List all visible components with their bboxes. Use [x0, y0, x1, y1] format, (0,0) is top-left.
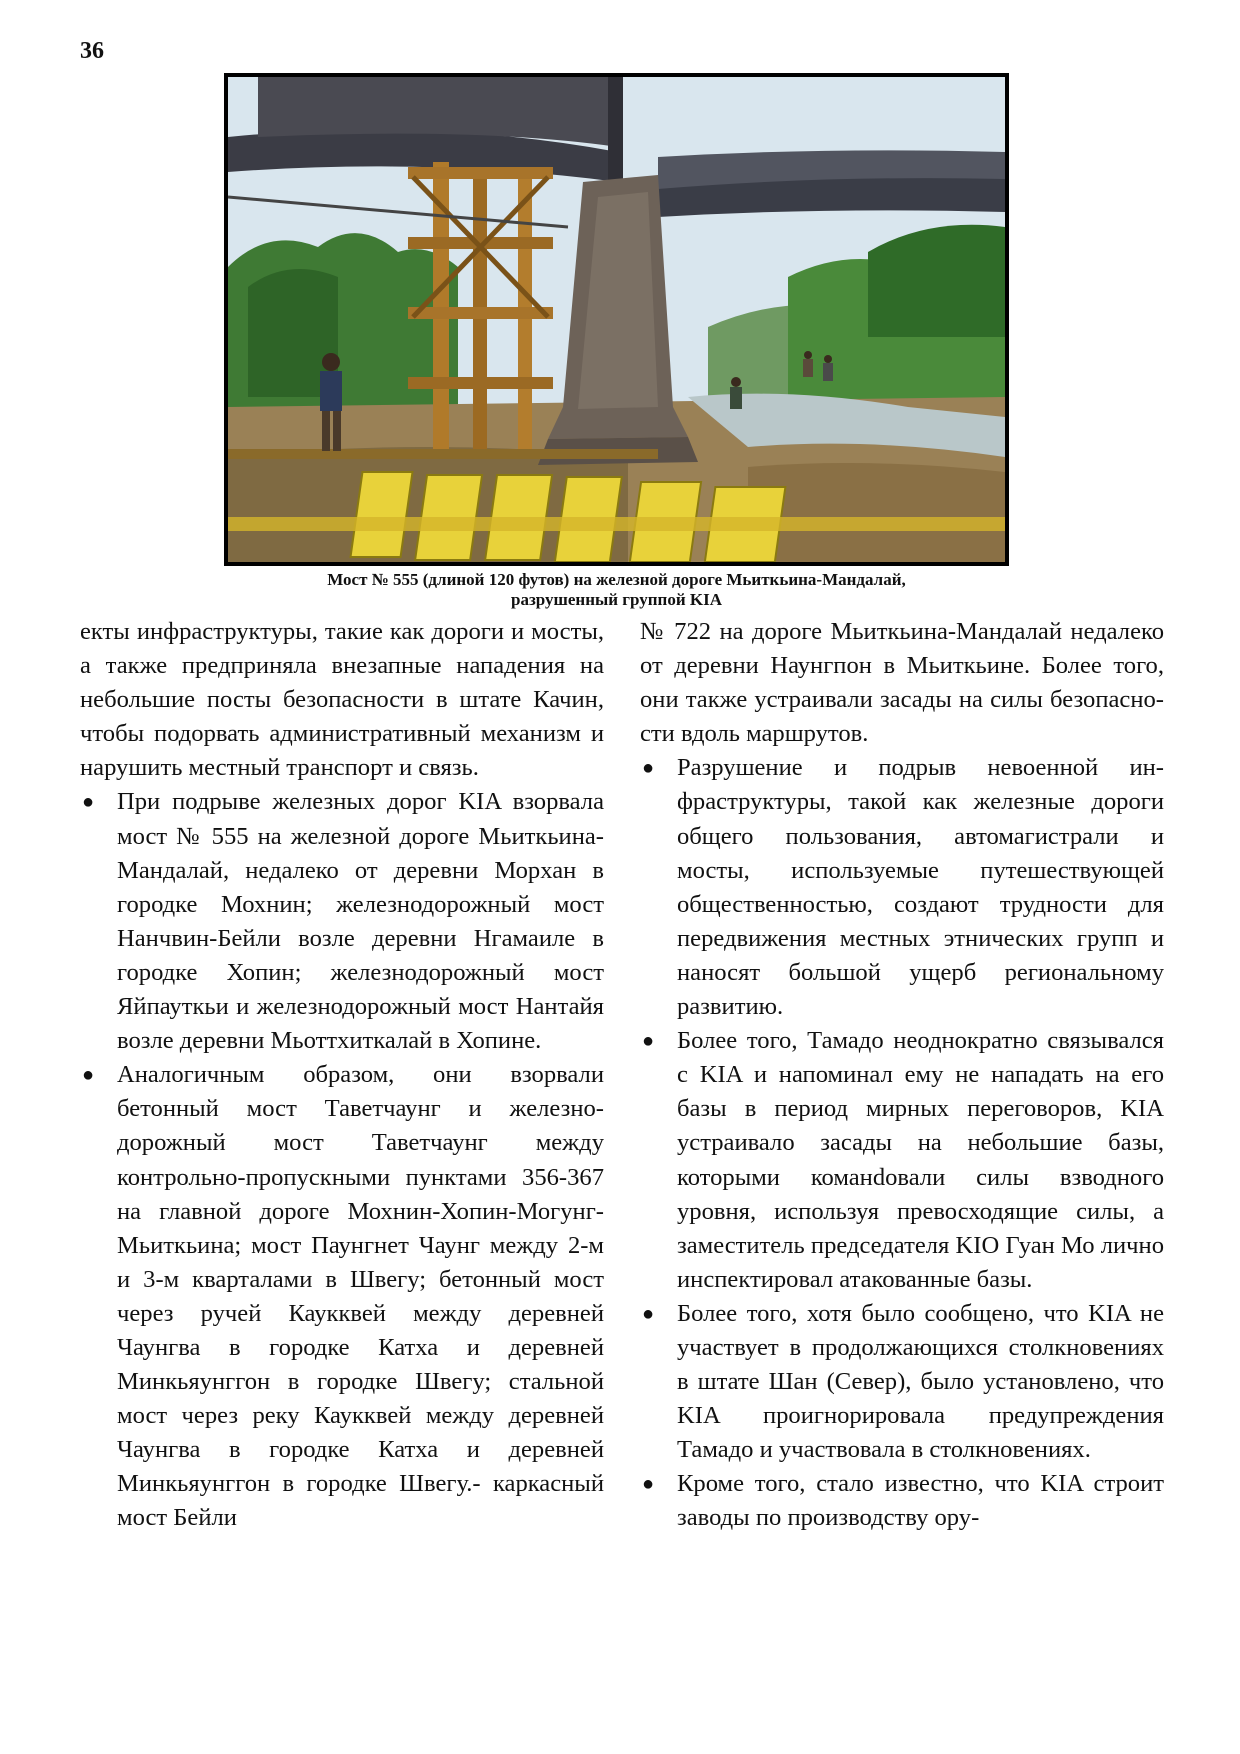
bullet-icon: ●: [642, 1302, 655, 1325]
bullet-item: [640, 1024, 1164, 1297]
bullet-item: [640, 1467, 1164, 1535]
bullet-text: Аналогичным образом, они взорвали бетонный мост Таветчаунг и железнодорожный мост Таветчаунг между контрольно-пропускными пунктами 356-367 на главной дороге Мохнин-Хопин-Могунг-Мьиткьина; мост Паунгнет Чаунг между 2-м и 3-м кварталами в Швегу; бетонный мост через ручей Каукквей между деревней Чаунгва в городке Катха и деревней Минкьяунггон в городке Швегу; стальной мост через реку Каукквей между деревней Чаунгва в городке Катха и деревней Минкьяунггон в городке Швегу.- каркасный мост Бейли: [117, 1061, 604, 1532]
page-number: 36: [80, 38, 104, 64]
bullet-item: [80, 785, 604, 1058]
bullet-text: Разрушение и подрыв невоенной инфраструктуры, такой как железные дороги общего пользования, автомагистрали и мосты, используемые путешествующей общественностью, создают трудности для передвижения местных этнических групп и наносят большой ущерб региональному развитию.: [677, 754, 1164, 1021]
caption-line-2: разрушенный группой KIA: [510, 590, 723, 609]
bullet-icon: ●: [642, 1473, 655, 1496]
paragraph: екты инфраструктуры, такие как дороги и мосты, а также предприняла внезапные нападения на небольшие посты безопасности в штате Качин, чтобы подорвать административный механизм и нарушить местный транспорт и связь.: [80, 618, 604, 782]
paragraph: № 722 на дороге Мьиткьина-Мандалай недалеко от деревни Наунгпон в Мьиткьине. Более того, они также устраивали засады на силы безопасности вдоль маршрутов.: [640, 618, 1164, 748]
bullet-item: [640, 1297, 1164, 1467]
bullet-icon: ●: [642, 1030, 655, 1053]
right-column: [640, 615, 1164, 1536]
bridge-photo: [224, 73, 1009, 566]
bullet-item: [80, 1058, 604, 1535]
destroyed-bridge-image: [228, 77, 1005, 562]
bullet-text: При подрыве железных дорог KIA взорвала мост № 555 на железной дороге Мьиткьина-Мандалай, недалеко от деревни Морхан в городке Мохнин; железнодорожный мост Нанчвин-Бейли возле деревни Нгамаиле в городке Хопин; железнодорожный мост Яйпауткьи и железнодорожный мост Нантайя возле деревни Мьоттхиткалай в Хопине.: [117, 788, 604, 1055]
caption-line-1: Мост № 555 (длиной 120 футов) на железной дороге Мьиткьина-Мандалай,: [327, 570, 906, 589]
bullet-text: Более того, хотя было сообщено, что KIA не участвует в продолжающихся столкновениях в штате Шан (Север), было установлено, что KIA проигнорировала предупреждения Тамадо и участвовала в столкновениях.: [677, 1299, 1164, 1464]
bullet-icon: ●: [642, 757, 655, 780]
figure-caption: [224, 570, 1009, 610]
bullet-icon: ●: [82, 1064, 95, 1087]
bullet-icon: ●: [82, 791, 95, 814]
bullet-text: Кроме того, стало известно, что KIA строит заводы по производству ору-: [677, 1470, 1164, 1532]
bullet-item: [640, 751, 1164, 1024]
left-column: [80, 615, 604, 1536]
bullet-text: Более того, Тамадо неоднократно связывался с KIA и напоминал ему не нападать на его базы в период мирных переговоров, KIA устраивало засады на небольшие базы, которыми команdовали силы взводного уровня, используя превосходящие силы, а заместитель председателя KIO Гуан Мо лично инспектировал атакованные базы.: [677, 1027, 1164, 1293]
